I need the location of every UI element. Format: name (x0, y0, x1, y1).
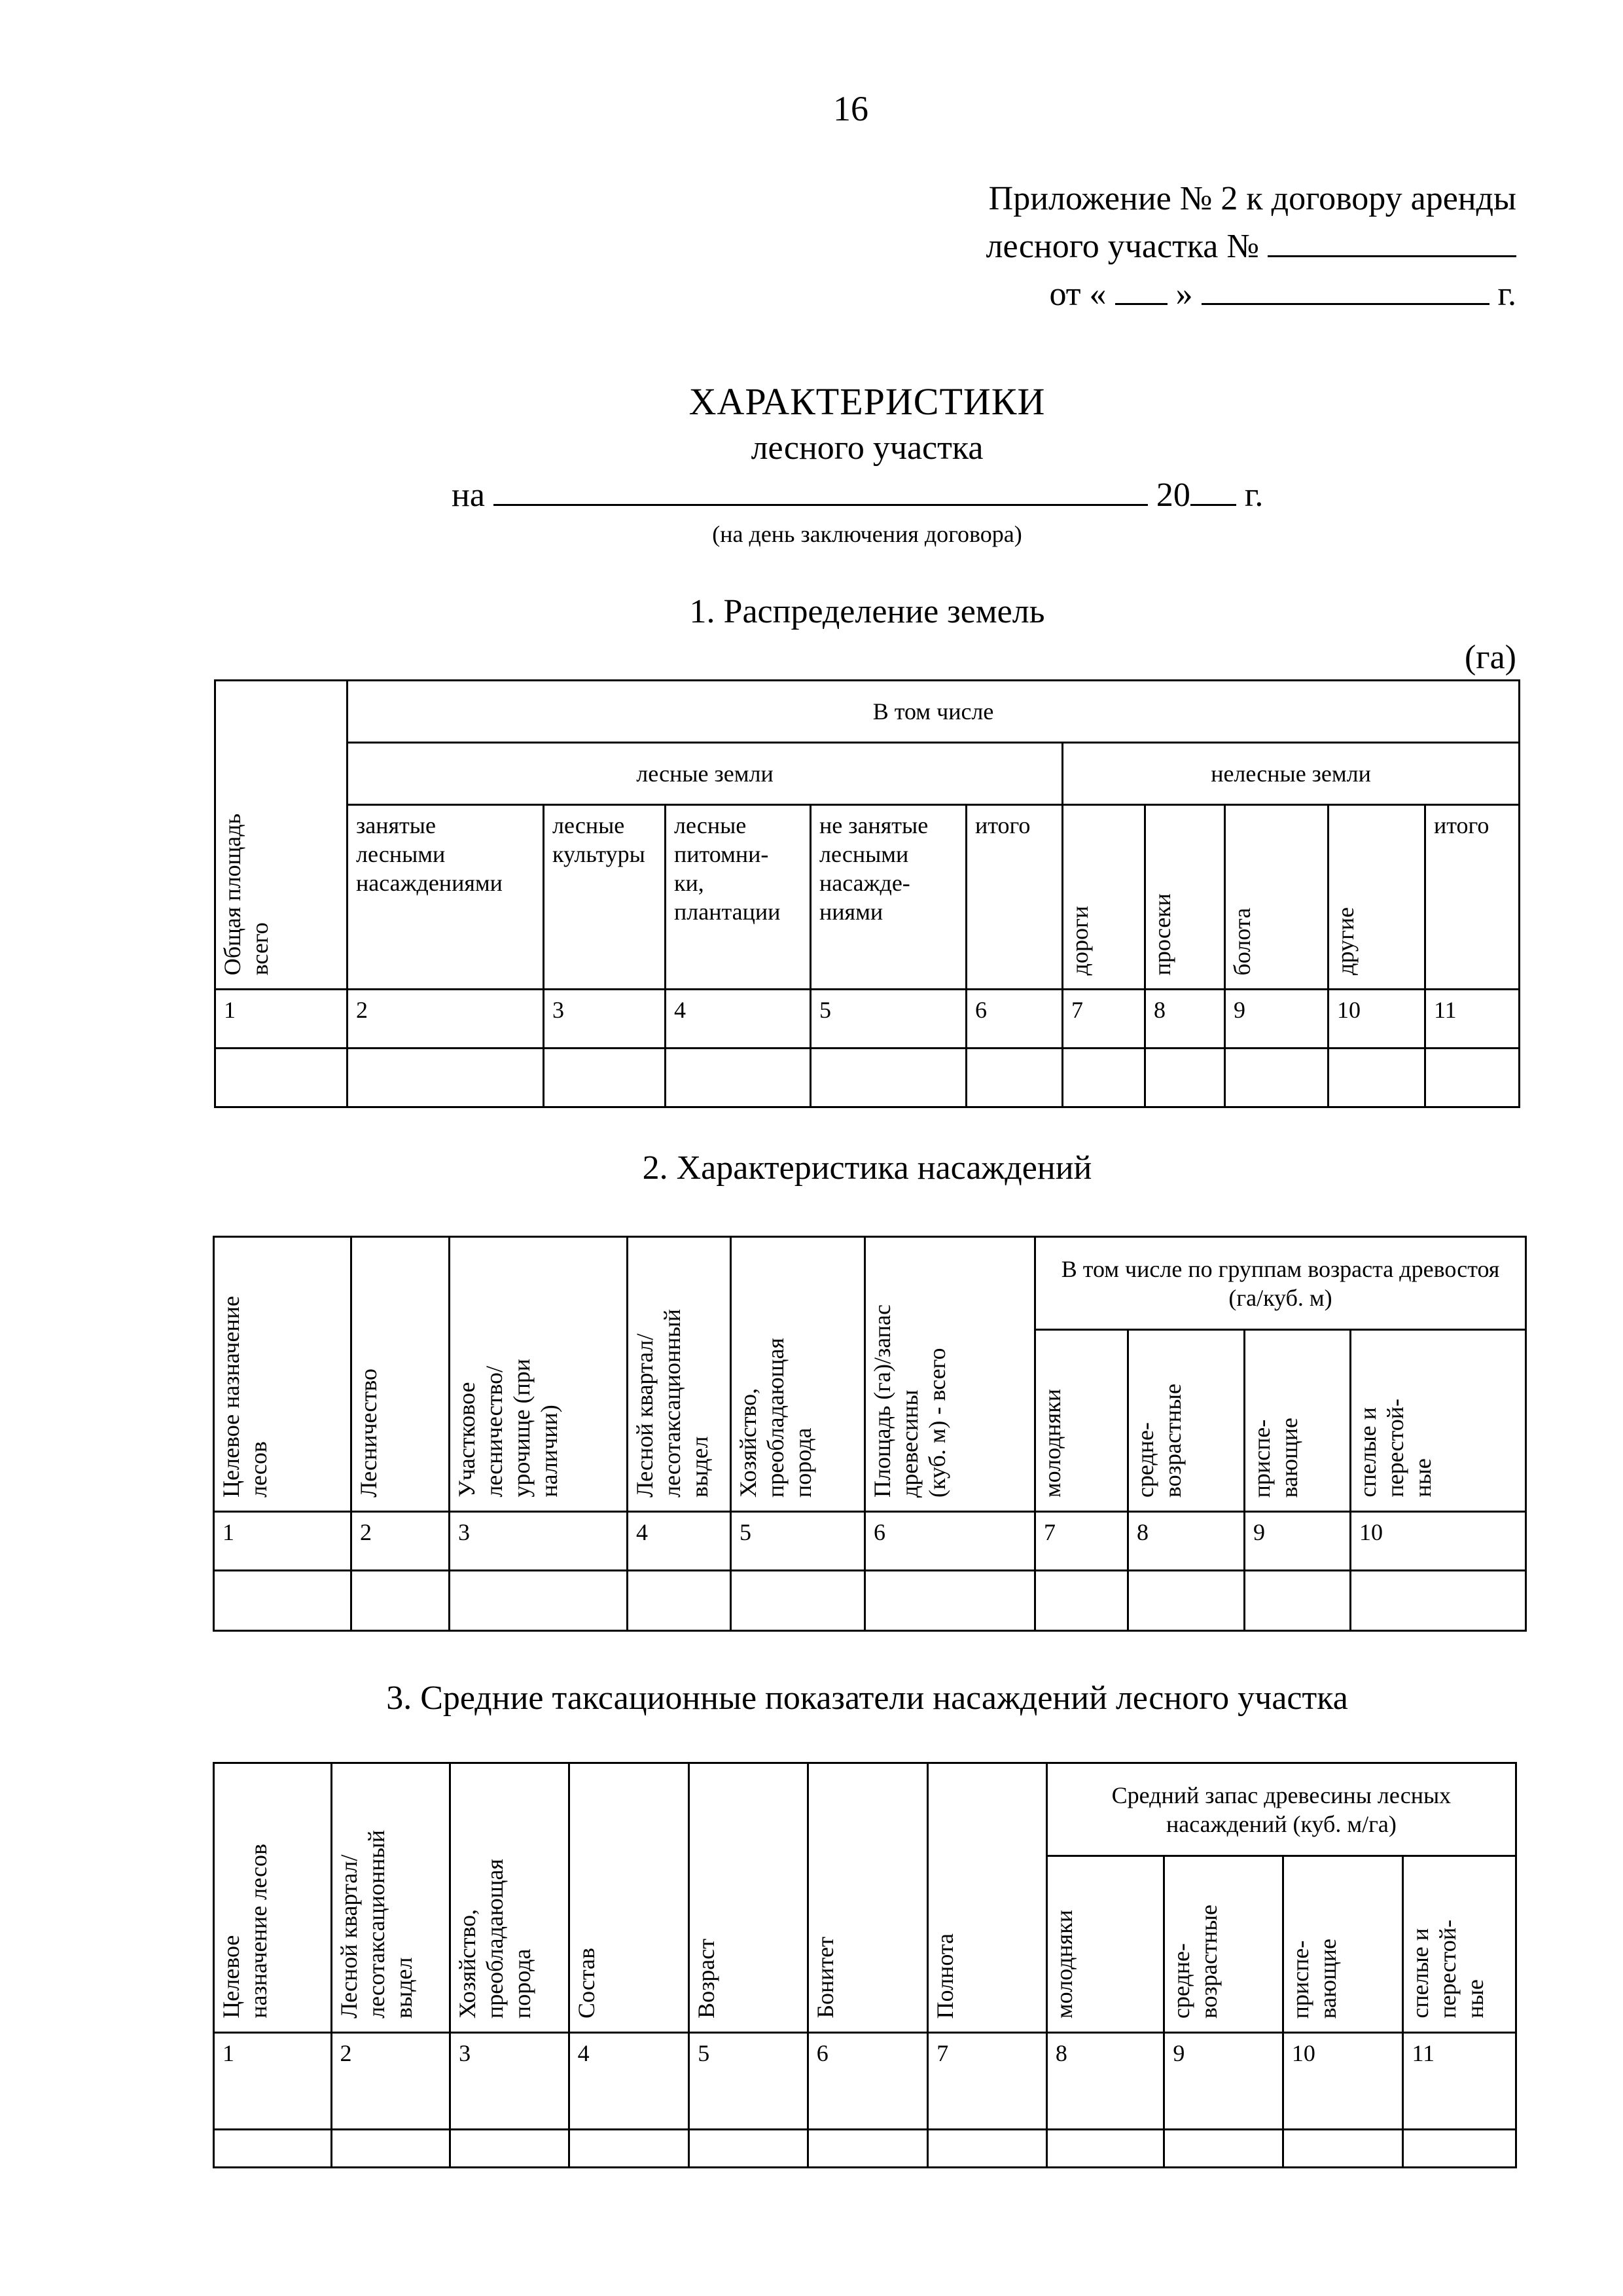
data-cell[interactable] (331, 2130, 450, 2168)
data-row-empty (214, 1571, 1526, 1631)
data-cell[interactable] (1046, 2130, 1164, 2168)
column-number: 7 (1063, 990, 1145, 1049)
appendix-line-2-label: лесного участка № (986, 228, 1259, 265)
header-forestry: Лесничество (351, 1237, 450, 1512)
header-forest-col: не занятые лесными насажде- ниями (811, 805, 967, 990)
header-quarter: Лесной квартал/ лесотаксационный выдел (628, 1237, 731, 1512)
column-number: 11 (1403, 2033, 1516, 2130)
data-cell[interactable] (666, 1049, 811, 1107)
data-cell[interactable] (865, 1571, 1035, 1631)
column-number: 2 (351, 1512, 450, 1571)
year-blank[interactable] (1190, 471, 1236, 506)
appendix-line-2 (986, 223, 1516, 270)
header-other: другие (1329, 805, 1425, 990)
data-cell[interactable] (544, 1049, 666, 1107)
data-cell[interactable] (1128, 1571, 1245, 1631)
header-ripening: приспе- вающие (1245, 1330, 1351, 1512)
section-2-title: 2. Характеристика насаждений (642, 1149, 1092, 1187)
data-cell[interactable] (1145, 1049, 1225, 1107)
data-cell[interactable] (215, 1049, 348, 1107)
column-number: 5 (731, 1512, 865, 1571)
document-subtitle: лесного участка (751, 429, 984, 467)
data-cell[interactable] (1403, 2130, 1516, 2168)
section-1-unit: (га) (1464, 639, 1516, 676)
header-forest-col: лесные питомни- ки, плантации (666, 805, 811, 990)
year-prefix: 20 (1156, 476, 1190, 514)
data-cell[interactable] (1329, 1049, 1425, 1107)
header-age-groups: В том числе по группам возраста древостоя (га/куб. м) (1035, 1237, 1526, 1330)
data-cell[interactable] (1351, 1571, 1526, 1631)
data-cell[interactable] (689, 2130, 808, 2168)
header-clearings: просеки (1145, 805, 1225, 990)
data-cell[interactable] (214, 2130, 332, 2168)
column-number: 6 (865, 1512, 1035, 1571)
header-roads: дороги (1063, 805, 1145, 990)
column-number: 8 (1145, 990, 1225, 1049)
header-total-area: Общая площадь всего (215, 681, 348, 990)
land-distribution-table (214, 679, 1520, 1108)
section-3-title: 3. Средние таксационные показатели насаждений лесного участка (386, 1679, 1348, 1717)
date-of-characteristics (452, 471, 1263, 514)
header-forest-col: лесные культуры (544, 805, 666, 990)
data-cell[interactable] (348, 1049, 544, 1107)
data-cell[interactable] (1245, 1571, 1351, 1631)
header-economy: Хозяйство, преобладающая порода (731, 1237, 865, 1512)
characteristics-date-blank[interactable] (493, 471, 1148, 506)
data-row-empty (215, 1049, 1520, 1107)
year-suffix: г. (1244, 476, 1264, 514)
column-number: 4 (569, 2033, 689, 2130)
document-title: ХАРАКТЕРИСТИКИ (688, 380, 1046, 423)
header-young: молодняки (1035, 1330, 1128, 1512)
column-number: 1 (215, 990, 348, 1049)
header-purpose: Целевое назначение лесов (214, 1763, 332, 2033)
header-swamps: болота (1225, 805, 1329, 990)
data-cell[interactable] (1035, 1571, 1128, 1631)
date-month-year-blank[interactable] (1202, 270, 1489, 305)
header-composition: Состав (569, 1763, 689, 2033)
column-number: 10 (1283, 2033, 1403, 2130)
data-cell[interactable] (450, 2130, 569, 2168)
data-cell[interactable] (1063, 1049, 1145, 1107)
header-nonforest-total: итого (1425, 805, 1520, 990)
date-year-suffix: г. (1497, 276, 1516, 313)
na-label: на (452, 476, 485, 514)
date-close-quote: » (1175, 276, 1193, 313)
data-cell[interactable] (569, 2130, 689, 2168)
column-number: 4 (628, 1512, 731, 1571)
section-1-title: 1. Распределение земель (689, 593, 1045, 630)
data-cell[interactable] (214, 1571, 351, 1631)
column-number: 2 (331, 2033, 450, 2130)
data-cell[interactable] (928, 2130, 1047, 2168)
data-cell[interactable] (351, 1571, 450, 1631)
data-cell[interactable] (1164, 2130, 1283, 2168)
data-cell[interactable] (1425, 1049, 1520, 1107)
column-number: 11 (1425, 990, 1520, 1049)
appendix-reference (986, 175, 1516, 318)
header-forest-col: занятые лесными насаждениями (348, 805, 544, 990)
page-number: 16 (833, 89, 868, 128)
stands-characteristics-table (213, 1236, 1527, 1632)
column-number: 6 (808, 2033, 928, 2130)
column-number: 1 (214, 2033, 332, 2130)
data-cell[interactable] (1283, 2130, 1403, 2168)
header-middle-aged: средне- возрастные (1128, 1330, 1245, 1512)
date-note: (на день заключения договора) (712, 521, 1022, 547)
column-number: 8 (1128, 1512, 1245, 1571)
data-cell[interactable] (967, 1049, 1063, 1107)
column-number: 6 (967, 990, 1063, 1049)
column-number: 3 (450, 1512, 628, 1571)
column-number: 4 (666, 990, 811, 1049)
date-open-quote: от « (1049, 276, 1107, 313)
column-number: 2 (348, 990, 544, 1049)
column-number: 9 (1164, 2033, 1283, 2130)
data-row-empty (214, 2130, 1516, 2168)
column-number: 3 (544, 990, 666, 1049)
column-number: 5 (811, 990, 967, 1049)
data-cell[interactable] (628, 1571, 731, 1631)
header-area-stock: Площадь (га)/запас древесины (куб. м) - всего (865, 1237, 1035, 1512)
data-cell[interactable] (1225, 1049, 1329, 1107)
appendix-line-3 (986, 270, 1516, 318)
date-day-blank[interactable] (1115, 270, 1168, 305)
column-number: 9 (1245, 1512, 1351, 1571)
header-quarter: Лесной квартал/ лесотаксационный выдел (331, 1763, 450, 2033)
column-number: 3 (450, 2033, 569, 2130)
header-mature: спелые и перестой- ные (1351, 1330, 1526, 1512)
header-economy: Хозяйство, преобладающая порода (450, 1763, 569, 2033)
column-number: 9 (1225, 990, 1329, 1049)
header-purpose: Целевое назначение лесов (214, 1237, 351, 1512)
column-number: 7 (1035, 1512, 1128, 1571)
column-number: 8 (1046, 2033, 1164, 2130)
header-ripening: приспе- вающие (1283, 1856, 1403, 2033)
header-mature: спелые и перестой- ные (1403, 1856, 1516, 2033)
contract-number-blank[interactable] (1268, 223, 1516, 257)
column-number: 10 (1329, 990, 1425, 1049)
header-forest-total: итого (967, 805, 1063, 990)
appendix-line-1: Приложение № 2 к договору аренды (988, 180, 1516, 217)
header-forest-lands: лесные земли (348, 743, 1063, 805)
header-young: молодняки (1046, 1856, 1164, 2033)
header-including: В том числе (348, 681, 1520, 743)
header-middle-aged: средне- возрастные (1164, 1856, 1283, 2033)
data-cell[interactable] (450, 1571, 628, 1631)
column-number: 5 (689, 2033, 808, 2130)
header-nonforest-lands: нелесные земли (1063, 743, 1520, 805)
column-number: 10 (1351, 1512, 1526, 1571)
header-district-forestry: Участковое лесничество/ урочище (при наличии) (450, 1237, 628, 1512)
header-average-stock: Средний запас древесины лесных насаждений (куб. м/га) (1046, 1763, 1516, 1856)
column-number: 1 (214, 1512, 351, 1571)
data-cell[interactable] (808, 2130, 928, 2168)
header-density: Полнота (928, 1763, 1047, 2033)
average-taxation-table (213, 1762, 1517, 2168)
column-number: 7 (928, 2033, 1047, 2130)
header-bonitet: Бонитет (808, 1763, 928, 2033)
data-cell[interactable] (811, 1049, 967, 1107)
data-cell[interactable] (731, 1571, 865, 1631)
header-age: Возраст (689, 1763, 808, 2033)
